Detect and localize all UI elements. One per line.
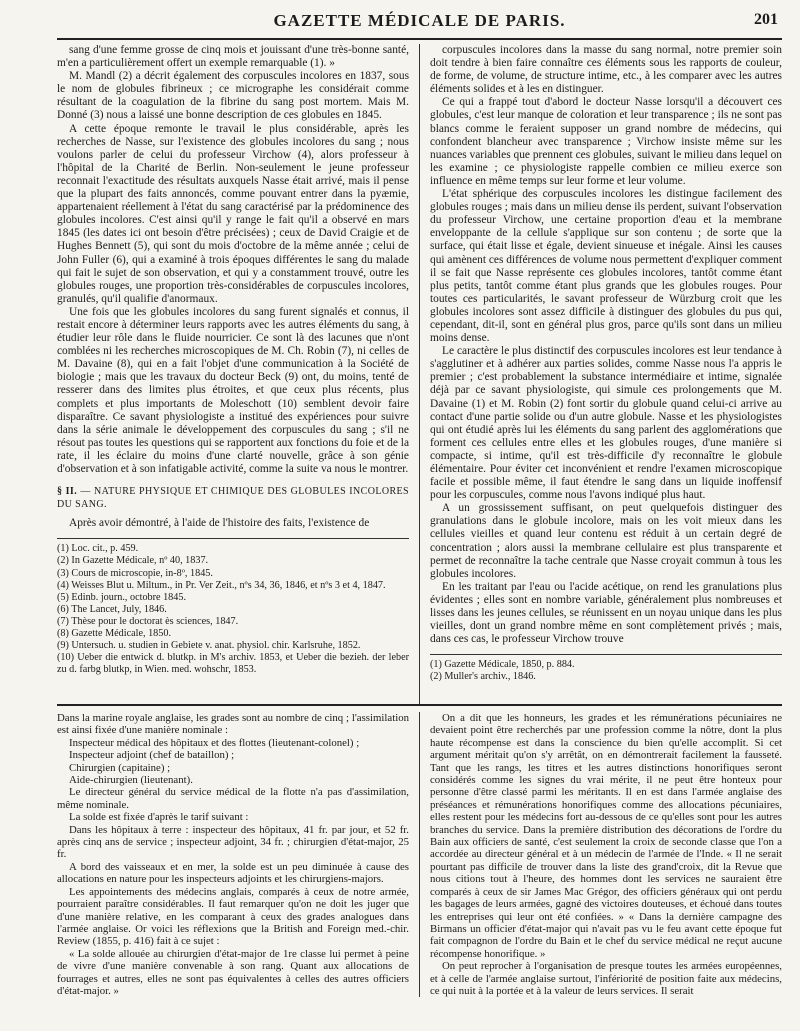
paragraph: En les traitant par l'eau ou l'acide acétique, on rend les granulations plus évidentes ; elles sont en nombre variable, généralement plus nombreuses et lisses dans les jeunes cellules, se réunissent en un noyau unique dans les plus vieilles, dont un grand nombre même en sont complètement privés ; mais, dans ces cas, le professeur Virchow trouve xyxy=(430,580,782,646)
paragraph: M. Mandl (2) a décrit également des corpuscules incolores en 1837, sous le nom de globules fibrineux ; ce micrographe les considérait comme résultant de la coagulation de la fibrine du sang post mortem. Mais M. Donné (3) nous a laissé une bonne description de ces globules en 1845. xyxy=(57,70,409,122)
rank-item: Aide-chirurgien (lieutenant). xyxy=(69,774,193,787)
footnote: (10) Ueber die entwick d. blutkp. in M's archiv. 1853, et Ueber die bezieh. der leber zu d. farbg blutkp, in Wien. med. wohschr, 1853. xyxy=(57,652,409,676)
paragraph: Les appointements des médecins anglais, comparés à ceux de notre armée, pourraient paraître considérables. Il faut remarquer qu'on ne doit les juger que d'une manière relative, en les comparant à ceux des grades analogues dans l'armée anglaise. Or voici les réflexions que la British and Foreign med.-chir. Review (1855, p. 416) fait à ce sujet : xyxy=(57,885,409,948)
footnote: (8) Gazette Médicale, 1850. xyxy=(57,628,171,640)
rank-item: Inspecteur médical des hôpitaux et des flottes (lieutenant-colonel) ; xyxy=(69,736,360,749)
footnotes xyxy=(430,659,782,683)
paragraph: A cette époque remonte le travail le plus considérable, après les recherches de Nasse, sur l'existence des globules incolores du sang ; nous voulons parler de celui du professeur Virchow (4), alors professeur à l'hôpital de la Charité de Berlin. Non-seulement le jeune professeur reconnait l'exactitude des résultats auxquels Nasse était arrivé, mais il pense que la plupart des faits annoncés, comme pouvant entrer dans la pyæmie, appartenaient réellement à l'état du sang caractérisé par la prédominence des globules incolores. C'est ainsi qu'il y range le fait qu'il a observé en mars 1845 (les dates ici ont besoin d'être précisées) ; ceux de David Craigie et de Hughes Bennett (5), qui sont du mois d'octobre de la même année ; celui de John Fuller (6), qui a examiné à trois époques différentes le sang du malade qui fait le sujet de son observation, et qui y a constamment trouvé, outre les globules rouges, une proportion très-considérables de corpuscules incolores, granulés, qu'il qualifie d'anormaux. xyxy=(57,122,409,305)
footnote: (6) The Lancet, July, 1846. xyxy=(57,603,167,615)
paragraph: La solde est fixée d'après le tarif suivant : xyxy=(69,811,249,824)
footnotes xyxy=(57,543,409,676)
paragraph: A bord des vaisseaux et en mer, la solde est un peu diminuée à cause des allocations en nature pour les inspecteurs adjoints et les chirurgiens-majors. xyxy=(57,860,409,886)
paragraph: Après avoir démontré, à l'aide de l'histoire des faits, l'existence de xyxy=(69,517,370,530)
bottom-right-column xyxy=(430,712,782,997)
rank-item: Inspecteur adjoint (chef de bataillon) ; xyxy=(69,749,235,762)
paragraph: A un grossissement suffisant, on peut quelquefois distinguer des granulations dans le globule incolore, mais on les voit mieux dans les cellules vieilles et quand leur contenu est réduit à un certain degré de concentration ; alors aussi la membrane cellulaire est plus transparente et permet de reconnaître la tache centrale que Nasse croyait commun à tous les globules incolores. xyxy=(430,502,782,580)
section-number: § II. xyxy=(57,486,78,498)
section-title: — NATURE PHYSIQUE ET CHIMIQUE DES GLOBULES INCOLORES DU SANG. xyxy=(57,486,409,511)
footnote: (5) Edinb. journ., octobre 1845. xyxy=(57,591,187,603)
footnote-divider xyxy=(57,538,409,539)
footnote-divider xyxy=(430,654,782,655)
right-column xyxy=(430,44,782,704)
bottom-left-column xyxy=(57,712,409,997)
section-heading xyxy=(57,485,409,511)
footnote: (2) Muller's archiv., 1846. xyxy=(430,671,536,683)
paragraph: sang d'une femme grosse de cinq mois et jouissant d'une très-bonne santé, m'en a particulièrement offert un exemple remarquable (1). » xyxy=(57,44,409,70)
feuilleton xyxy=(57,704,782,997)
paragraph: Le caractère le plus distinctif des corpuscules incolores est leur tendance à s'agglutiner et à adhérer aux parties solides, comme Nasse nous l'a appris le premier ; c'est probablement la substance intermédiaire et intime, signalée déjà par ce savant physiologiste, qui simule ces prolongements que M. Davaine (1) et M. Robin (2) font sortir du globule quand celui-ci arrive au contact d'une partie solide ou d'un autre globule. Nasse et les physiologistes qui ont étudié après lui les éléments du sang parlent des agglomérations que forment ces cellules entre elles et les globules rouges, d'une manière si compacte, si intime, qu'il est très-difficile d'y reconnaître le globule élémentaire. Pour éviter cet inconvénient et rendre l'examen microscopique facile et possible même, il faut étendre le sang dans un liquide inoffensif pour les corpuscules, comme nous l'avons indiqué plus haut. xyxy=(430,345,782,502)
column-divider xyxy=(419,44,420,704)
rank-item: Chirurgien (capitaine) ; xyxy=(69,761,171,774)
page-header xyxy=(57,0,782,40)
paragraph: Dans la marine royale anglaise, les grades sont au nombre de cinq ; l'assimilation est ainsi fixée d'une manière nominale : xyxy=(57,712,409,737)
footnote: (1) Gazette Médicale, 1850, p. 884. xyxy=(430,659,575,671)
paragraph: Le directeur général du service médical de la flotte n'a pas d'assimilation, même nominale. xyxy=(57,786,409,811)
paragraph: On peut reprocher à l'organisation de presque toutes les armées européennes, et à celle de l'armée anglaise surtout, l'infériorité de position faite aux médecins, ce qui nuit à la portée et à la valeur de leurs services. Il serait xyxy=(430,960,782,997)
column-divider xyxy=(419,712,420,997)
footnote: (9) Untersuch. u. studien in Gebiete v. anat. physiol. chir. Karlsruhe, 1852. xyxy=(57,640,361,652)
paragraph: Ce qui a frappé tout d'abord le docteur Nasse lorsqu'il a découvert ces globules, c'est leur manque de coloration et leur transparence ; ils ne sont pas blancs comme le feraient supposer un grand nombre de médecins, qui confondent blancheur avec transparence ; Virchow insiste même sur les nuances variables que prennent ces globules, suivant le milieu dans lequel on les examine ; ce physiologiste rappelle combien ce milieu exerce son influence en même temps sur leur forme et leur volume. xyxy=(430,96,782,187)
paragraph: Une fois que les globules incolores du sang furent signalés et connus, il restait encore à déterminer leurs rapports avec les autres éléments du sang, à étudier leur rôle dans le fluide nourricier. Ce sont là des lacunes que n'ont comblées ni les recherches microscopiques de M. Ch. Robin (7), ni celles de M. Davaine (8), qui en a fait l'objet d'une communication à la Société de biologie ; mais que les travaux du docteur Beck (9) ont, du moins, tenté de resserer dans des limites plus étroites, et que ceux plus récents, plus complets et plus importants de Moleschott (10) semblent devoir faire disparaître. Ce savant physiologiste a institué des expériences pour suivre dans la série animale le développement des corpuscules du sang ; s'il ne résout pas toutes les questions qui se rapportent aux fonctions du foie et de la rate, il les éclaire du moins d'une clarté nouvelle, grâce à son génie d'observation et à son infatigable activité, comme la suite va nous le montrer. xyxy=(57,305,409,475)
quotation: « La solde allouée au chirurgien d'état-major de 1re classe lui permet à peine de vivre d'une manière convenable à son rang. Quant aux allocations de fourrages et autres, elles ne sont pas équivalentes à celles des autres officiers d'état-major. » xyxy=(57,947,409,997)
footnote: (2) In Gazette Médicale, nº 40, 1837. xyxy=(57,555,209,567)
left-column xyxy=(57,44,409,704)
paragraph: corpuscules incolores dans la masse du sang normal, notre premier soin doit tendre à bien faire connaître ces éléments sous les rapports de couleur, de forme, de volume, de structure intime, etc., à les comparer avec les autres éléments solides et à les en distinguer. xyxy=(430,44,782,96)
page-number: 201 xyxy=(754,11,778,28)
paragraph: Dans les hôpitaux à terre : inspecteur des hôpitaux, 41 fr. par jour, et 52 fr. après cinq ans de service ; inspecteur adjoint, 34 fr. ; chirurgien d'état-major, 25 fr. xyxy=(57,823,409,861)
paragraph: L'état sphérique des corpuscules incolores les distingue facilement des globules rouges ; mais dans un milieu dense ils perdent, suivant l'observation du professeur Virchow, une certaine proportion d'eau et la membrane enveloppante de la cellule s'applique sur son contenu ; de sorte que la surface, qui était lisse et égale, devient sinueuse et inégale. Ainsi les causes qui amènent ces différences de volume nous permettent d'expliquer comment il se fait que Nasse représente ces globules incolores, tantôt comme étant plus petits, tantôt comme étant plus grands que les globules rouges. Pour toutes ces particularités, le savant professeur de Würzburg croit que les globules incolores sont assez difficile à distinguer des globules du pus qui, cependant, dit-il, sont en général plus gros, parce qu'ils sont dans un milieu moins dense. xyxy=(430,188,782,345)
paragraph: On a dit que les honneurs, les grades et les rémunérations pécuniaires ne devaient point être recherchés par une profession comme la nôtre, dont la plus haute récompense est dans la conscience du bien qu'elle accomplit. Si cet argument méritait qu'on s'y arrêtât, on en démontrerait facilement la fausseté. Tant que les rangs, les titres et les autres distinctions honorifiques seront considérés comme les signes du vrai mérite, il ne peut être honteux pour personne d'être classé parmi les méritants. Il en est dans l'armée anglaise des préséances et rémunérations honorifiques comme des allocations pécuniaires, elles restent pour les médecins fort au-dessous de ce qu'elles sont pour les autres branches du service. Dans la première distribution des décorations de l'ordre du Bain aux officiers de santé, c'est seulement la croix de seconde classe que l'on a accordée au directeur général et à un médecin de l'armée de l'Inde. « Il ne serait pourtant pas difficile de trouver dans la liste des grand'croix, dit la Revue que nous citions tout à l'heure, des hommes dont les services ne sauraient être comparés à ceux de sir James Mac Grégor, des officiers généraux qui ont perdu les bagages de leurs armées, gagné des victoires douteuses, et échoué dans toutes les entreprises qui leur ont été confiées. » « Dans la dernière campagne des Birmans un officier d'état-major qui n'avait pas vu le feu avant cette époque fut fait compagnon de l'ordre du Bain et le chef du service médical ne reçut aucune récompense honorifique. » xyxy=(430,712,782,960)
footnote: (4) Weisses Blut u. Miltum., in Pr. Ver Zeit., nºs 34, 36, 1846, et nºs 3 et 4, 1847. xyxy=(57,579,386,591)
journal-title: GAZETTE MÉDICALE DE PARIS. xyxy=(273,11,566,30)
footnote: (3) Cours de microscopie, in-8º, 1845. xyxy=(57,567,213,579)
footnote: (7) Thèse pour le doctorat ès sciences, 1847. xyxy=(57,615,239,627)
top-article xyxy=(57,44,782,704)
footnote: (1) Loc. cit., p. 459. xyxy=(57,543,139,555)
